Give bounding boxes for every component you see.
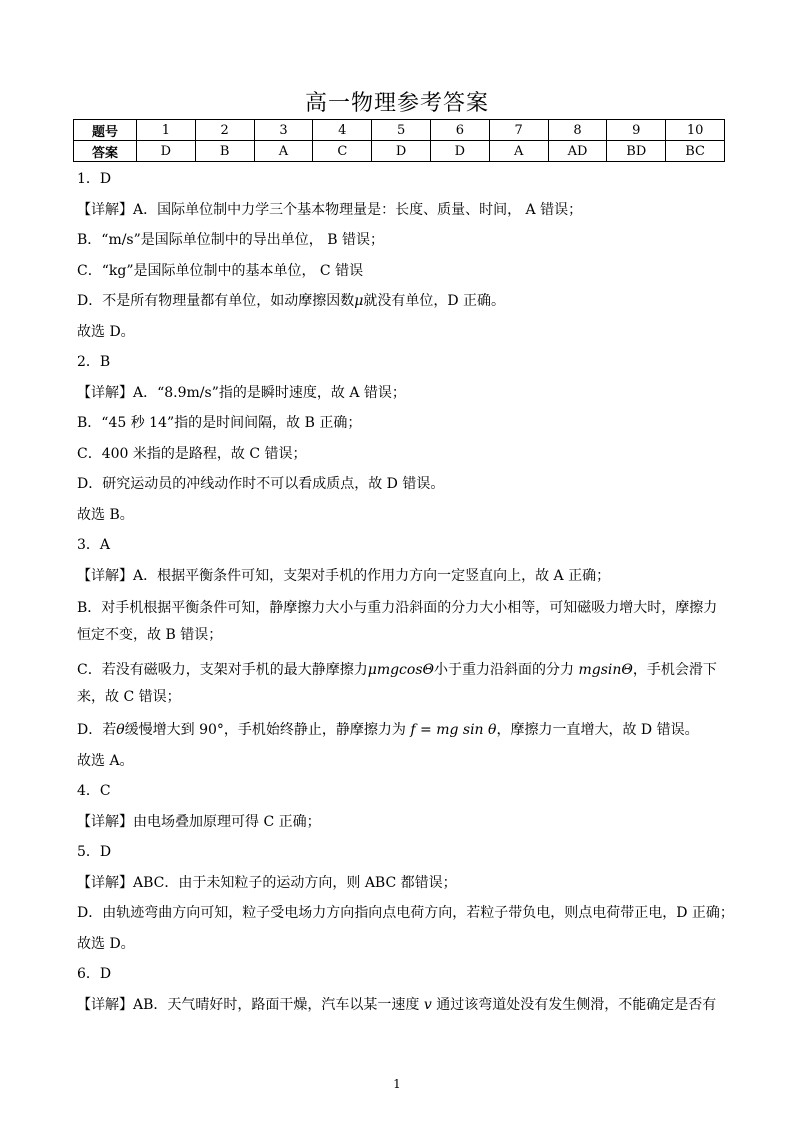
- text-span: 缓慢增大到 90°，手机始终静止，静摩擦力为: [124, 722, 411, 738]
- table-cell: 2: [195, 120, 254, 141]
- table-cell: A: [254, 141, 313, 162]
- table-cell: 3: [254, 120, 313, 141]
- mu-symbol: μ: [354, 293, 364, 309]
- theta-symbol: θ: [116, 722, 125, 738]
- table-cell: BC: [666, 141, 725, 162]
- explanation-line: B．对手机根据平衡条件可知，静摩擦力大小与重力沿斜面的分力大小相等，可知磁吸力增大时，摩擦力恒定不变，故 B 错误；: [77, 600, 718, 643]
- explanation-line: D．研究运动员的冲线动作时不可以看成质点，故 D 错误。: [77, 476, 445, 492]
- table-cell: A: [489, 141, 548, 162]
- text-span: 通过该弯道处没有发生侧滑，不能确定是否有: [431, 996, 717, 1013]
- question-heading: 2．B: [77, 354, 111, 370]
- table-cell: 6: [430, 120, 489, 141]
- gravity-component-formula: mgsinΘ: [578, 662, 633, 678]
- table-cell: 7: [489, 120, 548, 141]
- text-span: D．不是所有物理量都有单位，如动摩擦因数: [77, 293, 355, 309]
- table-cell: D: [430, 141, 489, 162]
- table-cell: D: [137, 141, 196, 162]
- static-friction-formula: f = mg sin θ: [410, 722, 497, 738]
- table-cell: D: [372, 141, 431, 162]
- explanation-line: 【详解】A．根据平衡条件可知，支架对手机的作用力方向一定竖直向上，故 A 正确；: [77, 567, 611, 584]
- table-row-answers: [74, 141, 725, 162]
- text-span: 就没有单位，D 正确。: [363, 293, 506, 309]
- explanation-line: B．“45 秒 14”指的是时间间隔，故 B 正确；: [77, 415, 362, 431]
- table-cell: B: [195, 141, 254, 162]
- velocity-symbol: v: [423, 996, 432, 1013]
- table-cell: 10: [666, 120, 725, 141]
- table-cell: 1: [137, 120, 196, 141]
- table-cell: 4: [313, 120, 372, 141]
- text-span: D．若: [77, 722, 117, 738]
- text-span: 小于重力沿斜面的分力: [434, 662, 579, 678]
- table-cell: 5: [372, 120, 431, 141]
- explanation-line: 【详解】由电场叠加原理可得 C 正确；: [77, 813, 321, 830]
- explanation-line: 【详解】A．国际单位制中力学三个基本物理量是：长度、质量、时间， A 错误；: [77, 201, 583, 218]
- table-cell: 9: [607, 120, 666, 141]
- text-span: C．若没有磁吸力，支架对手机的最大静摩擦力: [77, 662, 368, 678]
- conclusion-line: 故选 D。: [77, 323, 135, 340]
- page-number: 1: [393, 1077, 401, 1091]
- explanation-line: [77, 290, 722, 321]
- text-span: ，手机会滑下来，故 C 错误；: [77, 662, 717, 705]
- explanation-line: 【详解】A．“8.9m/s”指的是瞬时速度，故 A 错误；: [77, 384, 406, 401]
- question-heading: 1．D: [77, 171, 112, 187]
- explanation-line: 【详解】ABC．由于未知粒子的运动方向，则 ABC 都错误；: [77, 874, 457, 891]
- explanation-line: [77, 657, 722, 719]
- text-span: 【详解】AB．天气晴好时，路面干燥，汽车以某一速度: [77, 996, 424, 1013]
- table-row-header: 答案: [74, 141, 137, 162]
- page-title: 高一物理参考答案: [304, 91, 489, 116]
- answer-explanations: [77, 168, 734, 1024]
- answer-table: [73, 119, 725, 162]
- explanation-line: C．“kg”是国际单位制中的基本单位， C 错误: [77, 262, 364, 279]
- table-cell: BD: [607, 141, 666, 162]
- conclusion-line: 故选 D。: [77, 935, 135, 952]
- question-heading: 5．D: [77, 844, 112, 860]
- explanation-line: D．由轨迹弯曲方向可知，粒子受电场力方向指向点电荷方向，若粒子带负电，则点电荷带正电，D 正确；: [77, 905, 734, 921]
- explanation-line: B．“m/s”是国际单位制中的导出单位， B 错误；: [77, 232, 384, 248]
- conclusion-line: 故选 A。: [77, 752, 134, 769]
- question-heading: 4．C: [77, 783, 111, 799]
- table-cell: C: [313, 141, 372, 162]
- table-row-header: 题号: [74, 120, 137, 141]
- explanation-line: [77, 719, 722, 750]
- friction-formula: μmgcosΘ: [367, 662, 434, 678]
- explanation-line: C．400 米指的是路程，故 C 错误；: [77, 445, 307, 462]
- table-row-numbers: [74, 120, 725, 141]
- explanation-line: [77, 994, 722, 1025]
- question-heading: 3．A: [77, 537, 111, 553]
- question-heading: 6．D: [77, 966, 112, 982]
- text-span: ，摩擦力一直增大，故 D 错误。: [496, 722, 699, 738]
- table-cell: 8: [548, 120, 607, 141]
- conclusion-line: 故选 B。: [77, 506, 134, 523]
- table-cell: AD: [548, 141, 607, 162]
